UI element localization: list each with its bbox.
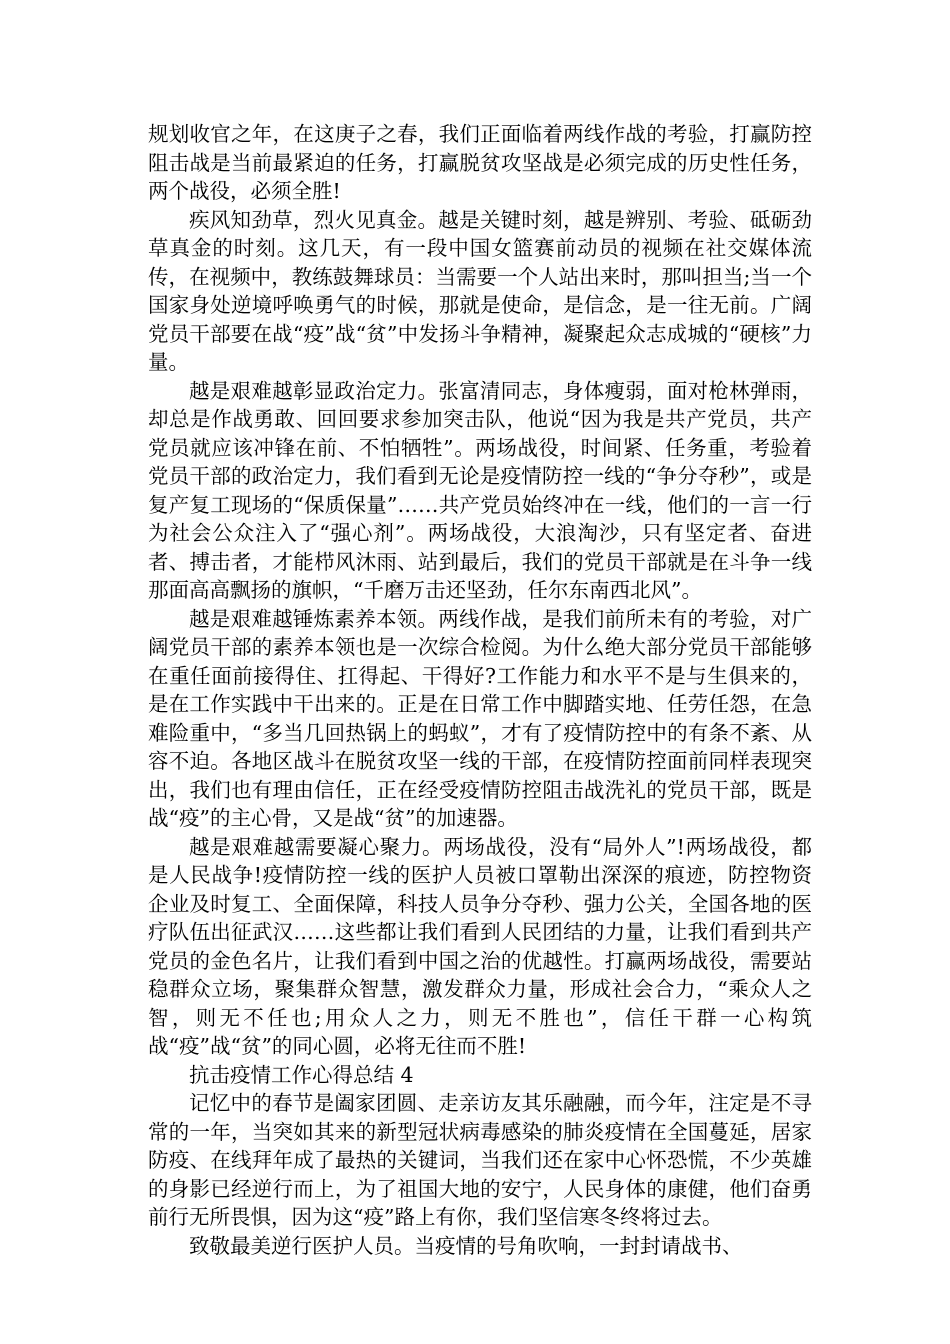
paragraph-3: 越是艰难越彰显政治定力。张富清同志，身体瘦弱，面对枪林弹雨，却总是作战勇敢、回回要求参加突击队，他说“因为我是共产党员，共产党员就应该冲锋在前、不怕牺牲”。两场战役，时间紧、任务重，考验着党员干部的政治定力，我们看到无论是疫情防控一线的“争分夺秒”，或是复产复工现场的“保质保量”……共产党员始终冲在一线，他们的一言一行为社会公众注入了“强心剂”。两场战役，大浪淘沙，只有坚定者、奋进者、搏击者，才能栉风沐雨、站到最后，我们的党员干部就是在斗争一线那面高高飘扬的旗帜，“千磨万击还坚劲，任尔东南西北风”。 <box>148 378 812 602</box>
paragraph-1: 规划收官之年，在这庚子之春，我们正面临着两线作战的考验，打赢防控阻击战是当前最紧迫的任务，打赢脱贫攻坚战是必须完成的历史性任务，两个战役，必须全胜! <box>148 122 812 203</box>
paragraph-5: 越是艰难越需要凝心聚力。两场战役，没有“局外人”!两场战役，都是人民战争!疫情防控一线的医护人员被口罩勒出深深的痕迹，防控物资企业及时复工、全面保障，科技人员争分夺秒、强力公关，全国各地的医疗队伍出征武汉……这些都让我们看到人民团结的力量，让我们看到共产党员的金色名片，让我们看到中国之治的优越性。打赢两场战役，需要站稳群众立场，聚集群众智慧，激发群众力量，形成社会合力，“乘众人之智，则无不任也;用众人之力，则无不胜也”，信任干群一心构筑战“疫”战“贫”的同心圆，必将无往而不胜! <box>148 834 812 1058</box>
section-heading: 抗击疫情工作心得总结 4 <box>189 1062 414 1087</box>
paragraph-6: 记忆中的春节是阖家团圆、走亲访友其乐融融，而今年，注定是不寻常的一年，当突如其来的新型冠状病毒感染的肺炎疫情在全国蔓延，居家防疫、在线拜年成了最热的关键词，当我们还在家中心怀恐慌，不少英雄的身影已经逆行而上，为了祖国大地的安宁，人民身体的康健，他们奋勇前行无所畏惧，因为这“疫”路上有你，我们坚信寒冬终将过去。 <box>148 1091 812 1229</box>
document-body <box>148 120 812 1260</box>
paragraph-7: 致敬最美逆行医护人员。当疫情的号角吹响，一封封请战书、 <box>189 1233 743 1258</box>
paragraph-2: 疾风知劲草，烈火见真金。越是关键时刻，越是辨别、考验、砥砺劲草真金的时刻。这几天，有一段中国女篮赛前动员的视频在社交媒体流传，在视频中，教练鼓舞球员：当需要一个人站出来时，那叫担当;当一个国家身处逆境呼唤勇气的时候，那就是使命，是信念，是一往无前。广阔党员干部要在战“疫”战“贫”中发扬斗争精神，凝聚起众志成城的“硬核”力量。 <box>148 207 812 374</box>
paragraph-4: 越是艰难越锤炼素养本领。两线作战，是我们前所未有的考验，对广阔党员干部的素养本领也是一次综合检阅。为什么绝大部分党员干部能够在重任面前接得住、扛得起、干得好?工作能力和水平不是与生俱来的，是在工作实践中干出来的。正是在日常工作中脚踏实地、任劳任怨，在急难险重中，“多当几回热锅上的蚂蚁”，才有了疫情防控中的有条不紊、从容不迫。各地区战斗在脱贫攻坚一线的干部，在疫情防控面前同样表现突出，我们也有理由信任，正在经受疫情防控阻击战洗礼的党员干部，既是战“疫”的主心骨，又是战“贫”的加速器。 <box>148 606 812 830</box>
